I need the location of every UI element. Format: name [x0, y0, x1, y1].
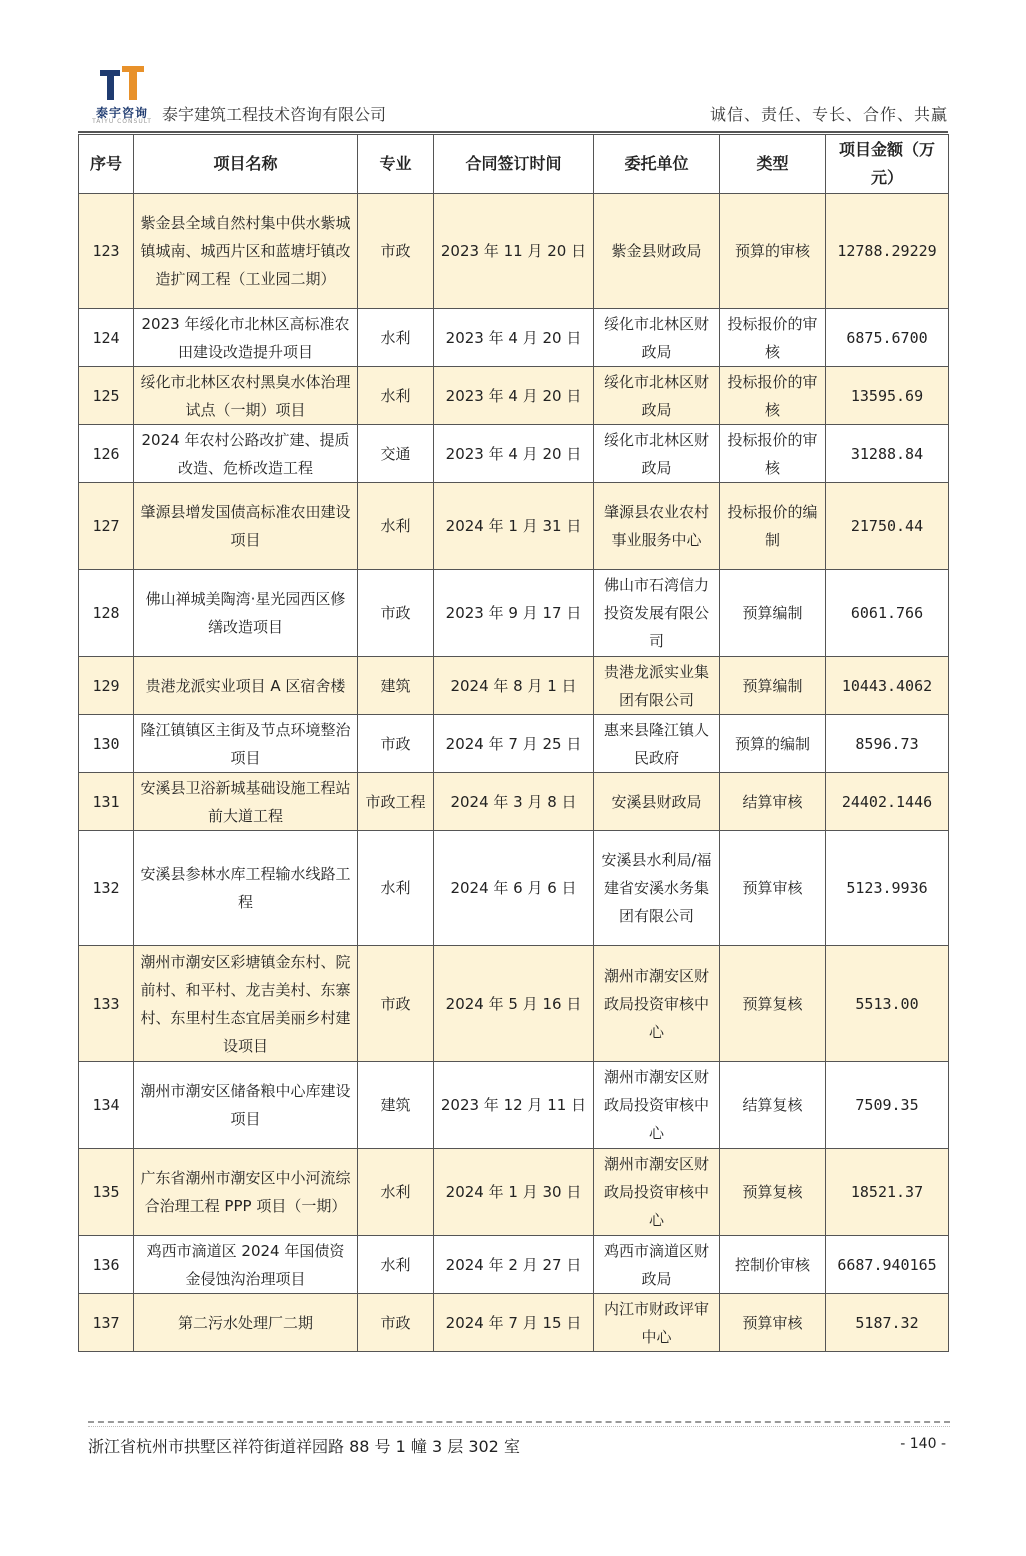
column-header-date: 合同签订时间	[434, 135, 594, 194]
table-row	[79, 483, 949, 570]
cell-name: 2023 年绥化市北林区高标准农田建设改造提升项目	[134, 309, 358, 367]
cell-name: 隆江镇镇区主街及节点环境整治项目	[134, 715, 358, 773]
table-row	[79, 946, 949, 1062]
company-name: 泰宇建筑工程技术咨询有限公司	[162, 105, 387, 124]
footer-divider	[88, 1421, 950, 1423]
table-row	[79, 1149, 949, 1236]
table-row	[79, 715, 949, 773]
logo-subtext: TAIYU CONSULT	[92, 118, 152, 125]
cell-name: 肇源县增发国债高标准农田建设项目	[134, 483, 358, 570]
cell-amount: 12788.29229	[826, 194, 949, 309]
cell-client: 绥化市北林区财政局	[594, 309, 720, 367]
table-row	[79, 1236, 949, 1294]
cell-amount: 31288.84	[826, 425, 949, 483]
cell-date: 2023 年 4 月 20 日	[434, 367, 594, 425]
cell-no: 135	[79, 1149, 134, 1236]
cell-field: 市政工程	[358, 773, 434, 831]
cell-type: 预算编制	[720, 570, 826, 657]
table-row	[79, 1062, 949, 1149]
company-logo	[92, 64, 152, 125]
cell-date: 2024 年 1 月 31 日	[434, 483, 594, 570]
column-header-field: 专业	[358, 135, 434, 194]
cell-amount: 6061.766	[826, 570, 949, 657]
cell-type: 预算编制	[720, 657, 826, 715]
header-divider	[78, 131, 948, 133]
cell-no: 130	[79, 715, 134, 773]
cell-client: 绥化市北林区财政局	[594, 367, 720, 425]
cell-name: 潮州市潮安区彩塘镇金东村、院前村、和平村、龙吉美村、东寨村、东里村生态宜居美丽乡村建设项目	[134, 946, 358, 1062]
cell-type: 控制价审核	[720, 1236, 826, 1294]
cell-client: 潮州市潮安区财政局投资审核中心	[594, 1149, 720, 1236]
cell-field: 水利	[358, 367, 434, 425]
cell-client: 内江市财政评审中心	[594, 1294, 720, 1352]
cell-name: 鸡西市滴道区 2024 年国债资金侵蚀沟治理项目	[134, 1236, 358, 1294]
cell-date: 2024 年 5 月 16 日	[434, 946, 594, 1062]
cell-name: 绥化市北林区农村黑臭水体治理试点（一期）项目	[134, 367, 358, 425]
cell-no: 137	[79, 1294, 134, 1352]
cell-type: 预算复核	[720, 1149, 826, 1236]
column-header-client: 委托单位	[594, 135, 720, 194]
page-header	[78, 60, 948, 126]
cell-name: 安溪县参林水库工程输水线路工程	[134, 831, 358, 946]
cell-date: 2023 年 9 月 17 日	[434, 570, 594, 657]
cell-field: 市政	[358, 570, 434, 657]
cell-field: 水利	[358, 1236, 434, 1294]
cell-client: 贵港龙派实业集团有限公司	[594, 657, 720, 715]
cell-name: 安溪县卫浴新城基础设施工程站前大道工程	[134, 773, 358, 831]
cell-type: 预算的编制	[720, 715, 826, 773]
table-row	[79, 1294, 949, 1352]
cell-client: 安溪县水利局/福建省安溪水务集团有限公司	[594, 831, 720, 946]
cell-field: 水利	[358, 483, 434, 570]
cell-name: 佛山禅城美陶湾·星光园西区修缮改造项目	[134, 570, 358, 657]
table-row	[79, 831, 949, 946]
cell-field: 市政	[358, 715, 434, 773]
cell-type: 预算复核	[720, 946, 826, 1062]
cell-type: 结算复核	[720, 1062, 826, 1149]
cell-no: 124	[79, 309, 134, 367]
cell-name: 潮州市潮安区储备粮中心库建设项目	[134, 1062, 358, 1149]
cell-client: 佛山市石湾信力投资发展有限公司	[594, 570, 720, 657]
cell-no: 123	[79, 194, 134, 309]
cell-amount: 5513.00	[826, 946, 949, 1062]
cell-date: 2024 年 7 月 15 日	[434, 1294, 594, 1352]
cell-field: 市政	[358, 946, 434, 1062]
footer-address: 浙江省杭州市拱墅区祥符街道祥园路 88 号 1 幢 3 层 302 室	[88, 1437, 520, 1456]
table-row	[79, 194, 949, 309]
table-row	[79, 657, 949, 715]
cell-field: 市政	[358, 194, 434, 309]
cell-amount: 13595.69	[826, 367, 949, 425]
column-header-amount: 项目金额（万元）	[826, 135, 949, 194]
cell-amount: 18521.37	[826, 1149, 949, 1236]
cell-date: 2024 年 3 月 8 日	[434, 773, 594, 831]
cell-no: 129	[79, 657, 134, 715]
cell-name: 广东省潮州市潮安区中小河流综合治理工程 PPP 项目（一期）	[134, 1149, 358, 1236]
cell-field: 水利	[358, 831, 434, 946]
cell-client: 绥化市北林区财政局	[594, 425, 720, 483]
cell-client: 潮州市潮安区财政局投资审核中心	[594, 1062, 720, 1149]
cell-amount: 6687.940165	[826, 1236, 949, 1294]
cell-no: 134	[79, 1062, 134, 1149]
cell-client: 鸡西市滴道区财政局	[594, 1236, 720, 1294]
table-row	[79, 773, 949, 831]
cell-client: 安溪县财政局	[594, 773, 720, 831]
logo-text: 泰宇咨询	[95, 106, 148, 120]
cell-type: 投标报价的编制	[720, 483, 826, 570]
cell-client: 惠来县隆江镇人民政府	[594, 715, 720, 773]
cell-type: 结算审核	[720, 773, 826, 831]
cell-date: 2023 年 4 月 20 日	[434, 425, 594, 483]
project-table	[78, 134, 949, 1352]
cell-amount: 5187.32	[826, 1294, 949, 1352]
cell-date: 2024 年 1 月 30 日	[434, 1149, 594, 1236]
cell-no: 126	[79, 425, 134, 483]
cell-date: 2024 年 7 月 25 日	[434, 715, 594, 773]
column-header-type: 类型	[720, 135, 826, 194]
cell-amount: 8596.73	[826, 715, 949, 773]
cell-no: 131	[79, 773, 134, 831]
cell-no: 127	[79, 483, 134, 570]
cell-type: 投标报价的审核	[720, 425, 826, 483]
cell-client: 潮州市潮安区财政局投资审核中心	[594, 946, 720, 1062]
cell-date: 2023 年 4 月 20 日	[434, 309, 594, 367]
cell-date: 2024 年 8 月 1 日	[434, 657, 594, 715]
cell-amount: 10443.4062	[826, 657, 949, 715]
cell-name: 紫金县全域自然村集中供水紫城镇城南、城西片区和蓝塘圩镇改造扩网工程（工业园二期）	[134, 194, 358, 309]
cell-field: 水利	[358, 309, 434, 367]
cell-name: 第二污水处理厂二期	[134, 1294, 358, 1352]
cell-amount: 21750.44	[826, 483, 949, 570]
company-slogan: 诚信、责任、专长、合作、共赢	[709, 105, 948, 124]
cell-no: 133	[79, 946, 134, 1062]
page-number: - 140 -	[900, 1436, 946, 1452]
cell-no: 128	[79, 570, 134, 657]
cell-field: 水利	[358, 1149, 434, 1236]
footer-divider-dotted	[88, 1426, 950, 1427]
cell-amount: 24402.1446	[826, 773, 949, 831]
cell-no: 132	[79, 831, 134, 946]
cell-field: 建筑	[358, 657, 434, 715]
cell-amount: 7509.35	[826, 1062, 949, 1149]
cell-no: 125	[79, 367, 134, 425]
cell-field: 建筑	[358, 1062, 434, 1149]
cell-no: 136	[79, 1236, 134, 1294]
cell-date: 2024 年 2 月 27 日	[434, 1236, 594, 1294]
cell-type: 投标报价的审核	[720, 309, 826, 367]
cell-type: 投标报价的审核	[720, 367, 826, 425]
logo-mark-icon	[96, 64, 148, 102]
cell-type: 预算审核	[720, 831, 826, 946]
table-row	[79, 570, 949, 657]
cell-amount: 5123.9936	[826, 831, 949, 946]
table-row	[79, 425, 949, 483]
cell-amount: 6875.6700	[826, 309, 949, 367]
cell-name: 2024 年农村公路改扩建、提质改造、危桥改造工程	[134, 425, 358, 483]
cell-field: 市政	[358, 1294, 434, 1352]
column-header-no: 序号	[79, 135, 134, 194]
cell-client: 肇源县农业农村事业服务中心	[594, 483, 720, 570]
table-header-row	[79, 135, 949, 194]
cell-client: 紫金县财政局	[594, 194, 720, 309]
cell-date: 2023 年 11 月 20 日	[434, 194, 594, 309]
table-row	[79, 367, 949, 425]
cell-type: 预算的审核	[720, 194, 826, 309]
cell-field: 交通	[358, 425, 434, 483]
cell-name: 贵港龙派实业项目 A 区宿舍楼	[134, 657, 358, 715]
cell-type: 预算审核	[720, 1294, 826, 1352]
cell-date: 2023 年 12 月 11 日	[434, 1062, 594, 1149]
column-header-name: 项目名称	[134, 135, 358, 194]
table-row	[79, 309, 949, 367]
cell-date: 2024 年 6 月 6 日	[434, 831, 594, 946]
